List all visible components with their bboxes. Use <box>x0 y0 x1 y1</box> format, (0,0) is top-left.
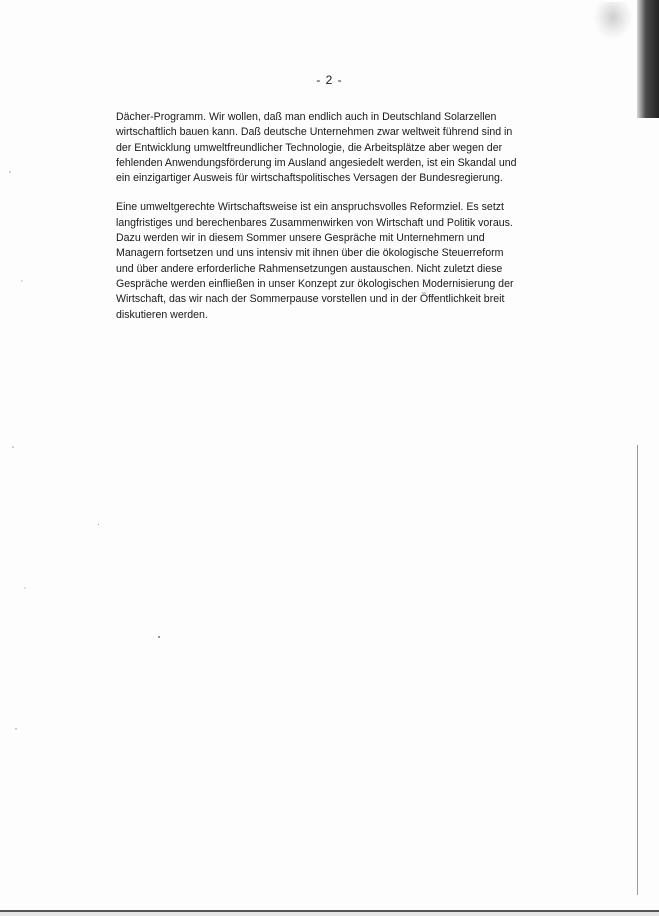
scan-edge-shadow <box>637 0 659 118</box>
scan-speck <box>158 636 160 638</box>
text-line: Dazu werden wir in diesem Sommer unsere Gespräche mit Unternehmern und <box>116 232 485 245</box>
scan-bottom-band <box>0 912 659 916</box>
text-line: Dächer-Programm. Wir wollen, daß man endlich auch in Deutschland Solarzellen <box>116 111 497 123</box>
text-line: der Entwicklung umweltfreundlicher Technologie, die Arbeitsplätze aber wegen der <box>116 141 503 154</box>
text-line: ein einzigartiger Ausweis für wirtschaftspolitisches Versagen der Bundesregierung. <box>116 172 503 185</box>
scan-speck <box>98 524 99 525</box>
paragraph <box>116 110 546 186</box>
text-line: Wirtschaft, das wir nach der Sommerpause vorstellen und in der Öffentlichkeit breit <box>116 293 505 306</box>
text-line: Gespräche werden einfließen in unser Konzept zur ökologischen Modernisierung der <box>116 277 514 290</box>
scan-edge-line <box>637 445 638 895</box>
text-line: langfristiges und berechenbares Zusammenwirken von Wirtschaft und Politik voraus. <box>116 216 513 229</box>
text-line: diskutieren werden. <box>116 308 208 321</box>
scan-noise <box>4 140 34 780</box>
text-line: fehlenden Anwendungsförderung im Ausland angesiedelt werden, ist ein Skandal und <box>116 156 517 169</box>
text-line: und über andere erforderliche Rahmensetzungen austauschen. Nicht zuletzt diese <box>116 262 503 275</box>
text-line: Managern fortsetzen und uns intensiv mit ihnen über die ökologische Steuerreform <box>116 247 504 260</box>
paragraph <box>116 200 546 322</box>
body-text <box>116 110 546 337</box>
page-number: - 2 - <box>316 73 343 87</box>
scan-smudge <box>593 2 633 40</box>
text-line: wirtschaftlich bauen kann. Daß deutsche Unternehmen zwar weltweit führend sind in <box>116 126 513 139</box>
text-line: Eine umweltgerechte Wirtschaftsweise ist ein anspruchsvolles Reformziel. Es setzt <box>116 201 504 214</box>
scan-bottom-edge <box>0 910 659 912</box>
